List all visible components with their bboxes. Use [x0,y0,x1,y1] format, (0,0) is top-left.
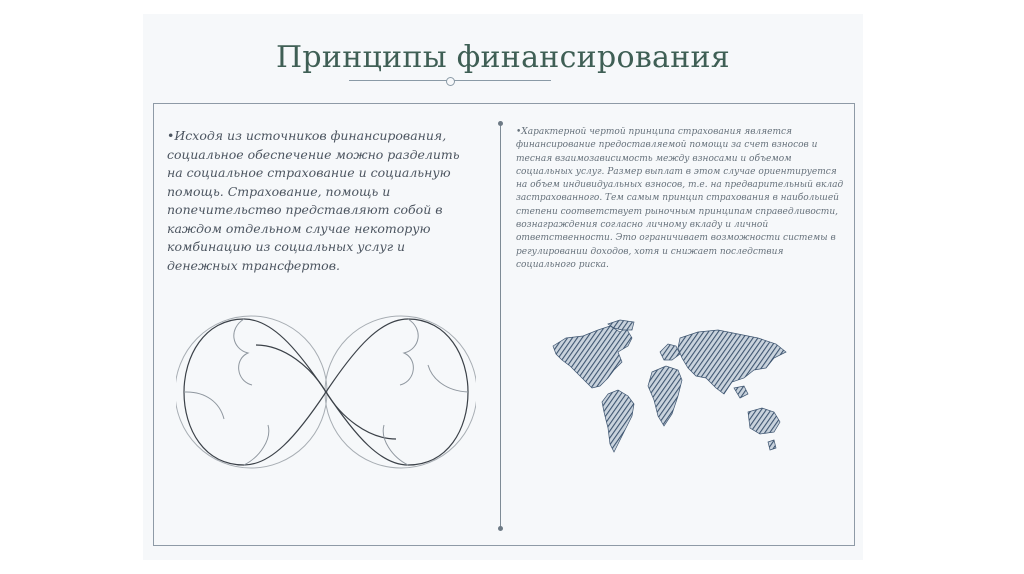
funding-sources-paragraph: •Исходя из источников финансирования, социальное обеспечение можно разделить на социальное страхование и социальную помощь. Страхование, помощь и попечительство представляют собой в каждом отдельном случае некоторую комбинацию из социальных услуг и денежных трансфертов. [167,128,460,273]
infinity-line-art-icon [176,307,476,477]
title-divider [349,80,551,81]
column-divider [500,123,501,529]
insurance-principle-paragraph: •Характерной чертой принципа страхования является финансирование предоставляемой помощи за счет взносов и тесная взаимозависимость между взносами и объемом социальных услуг. Размер выплат в этом случае ориентируется на объем индивидуальных взносов, т.е. на предварительный вклад застрахованного. Тем самым принцип страхования в наибольшей степени соответствует рыночным принципам справедливости, вознаграждения согласно личному вкладу и личной ответственности. Это ограничивает возможности системы в регулировании доходов, хотя и снижает последствия социального риска. [516,127,844,270]
slide-title: Принципы финансирования [275,40,731,75]
world-map-sketch-icon [548,316,798,476]
